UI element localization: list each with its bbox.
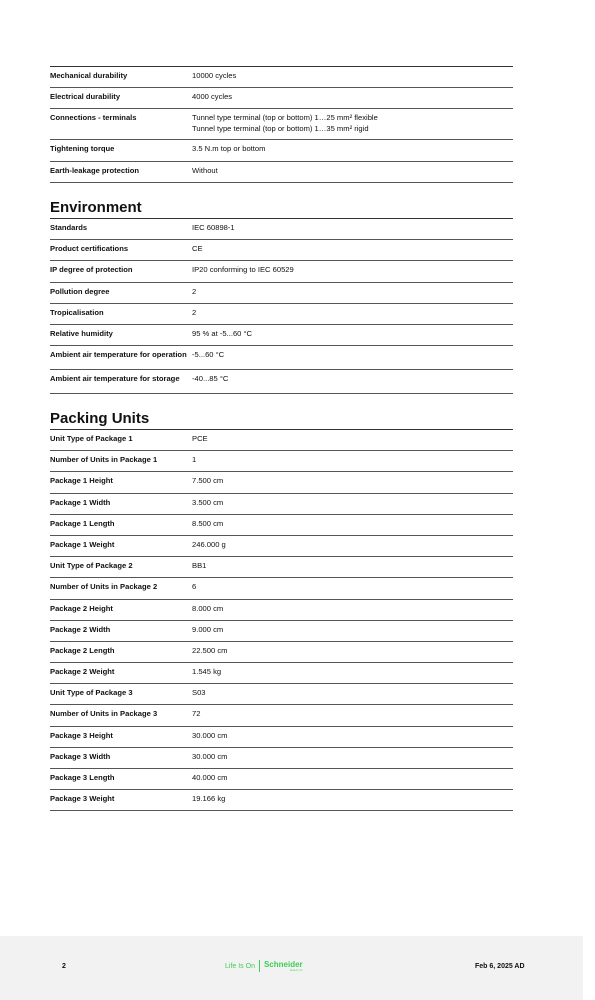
row-label: Package 3 Width [50, 751, 111, 761]
row-label: Package 3 Weight [50, 794, 115, 804]
table-row [50, 642, 513, 663]
table-row [50, 705, 513, 726]
row-value [192, 578, 513, 598]
row-label: Connections - terminals [50, 113, 137, 123]
row-value-line: 2 [192, 307, 197, 317]
row-value [192, 515, 513, 535]
row-value [192, 494, 513, 514]
table-row [50, 621, 513, 642]
row-value [192, 346, 513, 369]
row-value [192, 304, 513, 324]
row-value-line: 1.545 kg [192, 667, 222, 677]
table-row [50, 663, 513, 684]
row-value [192, 430, 513, 450]
row-label: Number of Units in Package 1 [50, 455, 158, 465]
row-value-line: Tunnel type terminal (top or bottom) 1…35 mm² rigid [192, 124, 369, 134]
row-value-line: 8.000 cm [192, 603, 224, 613]
row-value-line: 22.500 cm [192, 645, 228, 655]
table-row [50, 515, 513, 536]
row-value-line: Without [192, 165, 218, 175]
table-row [50, 283, 513, 304]
row-value-line: CE [192, 244, 203, 254]
specs-table [50, 66, 513, 183]
logo-brand-sub: Electric [290, 967, 303, 972]
row-label: Package 3 Length [50, 773, 115, 782]
table-row [50, 109, 513, 140]
row-value [192, 109, 513, 139]
row-value-line: 40.000 cm [192, 773, 228, 782]
row-label: Package 2 Length [50, 645, 115, 655]
row-value-line: S03 [192, 688, 206, 698]
row-value [192, 769, 513, 789]
row-label: Unit Type of Package 2 [50, 561, 133, 571]
environment-title: Environment [50, 199, 142, 216]
logo-brand [264, 961, 303, 972]
row-label: Package 2 Height [50, 603, 113, 613]
table-row [50, 304, 513, 325]
row-value [192, 600, 513, 620]
table-row [50, 748, 513, 769]
table-row [50, 557, 513, 578]
row-value [192, 219, 513, 239]
row-value [192, 705, 513, 725]
row-value-line: 9.000 cm [192, 624, 224, 634]
row-value-line: 3.500 cm [192, 497, 224, 507]
row-value-line: 7.500 cm [192, 476, 224, 486]
row-value-line: 246.000 g [192, 539, 226, 549]
table-row [50, 140, 513, 161]
row-value [192, 621, 513, 641]
row-label: Number of Units in Package 2 [50, 582, 158, 592]
row-label: Ambient air temperature for operation [50, 350, 187, 360]
row-value-line: 1 [192, 455, 197, 465]
row-value-line: IEC 60898-1 [192, 223, 235, 232]
row-value-line: 3.5 N.m top or bottom [192, 144, 266, 154]
row-label: Number of Units in Package 3 [50, 709, 158, 719]
row-value-line: 6 [192, 582, 197, 592]
row-label: Ambient air temperature for storage [50, 374, 180, 384]
row-value-line: 8.500 cm [192, 518, 224, 528]
packing-units-title: Packing Units [50, 410, 150, 427]
row-value-line: Tunnel type terminal (top or bottom) 1…25 mm² flexible [192, 113, 378, 123]
row-label: Package 1 Height [50, 476, 113, 486]
row-value [192, 67, 513, 87]
row-value-line: 30.000 cm [192, 730, 228, 740]
row-label: Electrical durability [50, 92, 121, 102]
table-row [50, 346, 513, 370]
table-row [50, 769, 513, 790]
footer-date: Feb 6, 2025 AD [475, 963, 525, 970]
row-label: Unit Type of Package 1 [50, 434, 133, 443]
row-value-line: 10000 cycles [192, 71, 237, 80]
row-label: Unit Type of Package 3 [50, 688, 133, 698]
table-row [50, 472, 513, 493]
table-row [50, 67, 513, 88]
environment-table [50, 218, 513, 394]
table-row [50, 240, 513, 261]
row-value [192, 684, 513, 704]
row-value [192, 748, 513, 768]
row-label: Earth-leakage protection [50, 165, 140, 175]
row-value [192, 557, 513, 577]
row-value-line: 95 % at -5...60 °C [192, 328, 253, 338]
row-label: Standards [50, 223, 88, 232]
row-value-line: 72 [192, 709, 201, 719]
row-value-line: BB1 [192, 561, 207, 571]
row-value-line: 4000 cycles [192, 92, 233, 102]
row-label: Pollution degree [50, 286, 110, 296]
packing-units-table [50, 429, 513, 811]
table-row [50, 494, 513, 515]
table-row [50, 578, 513, 599]
row-label: IP degree of protection [50, 265, 133, 275]
row-label: Package 1 Width [50, 497, 111, 507]
row-value [192, 88, 513, 108]
table-row [50, 261, 513, 282]
row-label: Tightening torque [50, 144, 115, 154]
page-number: 2 [62, 963, 66, 970]
row-value-line: 30.000 cm [192, 751, 228, 761]
row-label: Tropicalisation [50, 307, 104, 317]
schneider-logo [225, 960, 303, 972]
table-row [50, 430, 513, 451]
row-label: Package 2 Weight [50, 667, 115, 677]
table-row [50, 600, 513, 621]
table-row [50, 162, 513, 183]
row-value [192, 663, 513, 683]
row-label: Relative humidity [50, 328, 113, 338]
table-row [50, 684, 513, 705]
logo-tagline: Life Is On [225, 962, 255, 970]
table-row [50, 451, 513, 472]
row-value [192, 642, 513, 662]
row-label: Package 1 Weight [50, 539, 115, 549]
row-label: Package 2 Width [50, 624, 111, 634]
table-row [50, 88, 513, 109]
row-value [192, 140, 513, 160]
row-value [192, 370, 513, 393]
row-value-line: 2 [192, 286, 197, 296]
row-label: Package 1 Length [50, 518, 115, 528]
table-row [50, 536, 513, 557]
row-value [192, 472, 513, 492]
row-value-line: IP20 conforming to IEC 60529 [192, 265, 294, 275]
row-value [192, 162, 513, 182]
row-label: Package 3 Height [50, 730, 113, 740]
logo-divider [259, 960, 260, 972]
row-value [192, 451, 513, 471]
row-value [192, 240, 513, 260]
row-value-line: PCE [192, 434, 208, 443]
row-label: Product certifications [50, 244, 129, 254]
row-value [192, 790, 513, 810]
row-value-line: -40...85 °C [192, 374, 229, 384]
row-value [192, 283, 513, 303]
row-value [192, 727, 513, 747]
row-value-line: -5...60 °C [192, 350, 225, 360]
row-value-line: 19.166 kg [192, 794, 226, 804]
table-row [50, 325, 513, 346]
row-value [192, 261, 513, 281]
table-row [50, 790, 513, 811]
row-value [192, 536, 513, 556]
row-label: Mechanical durability [50, 71, 128, 80]
table-row [50, 370, 513, 394]
table-row [50, 219, 513, 240]
table-row [50, 727, 513, 748]
logo-brand-name: Schneider [263, 959, 303, 969]
row-value [192, 325, 513, 345]
